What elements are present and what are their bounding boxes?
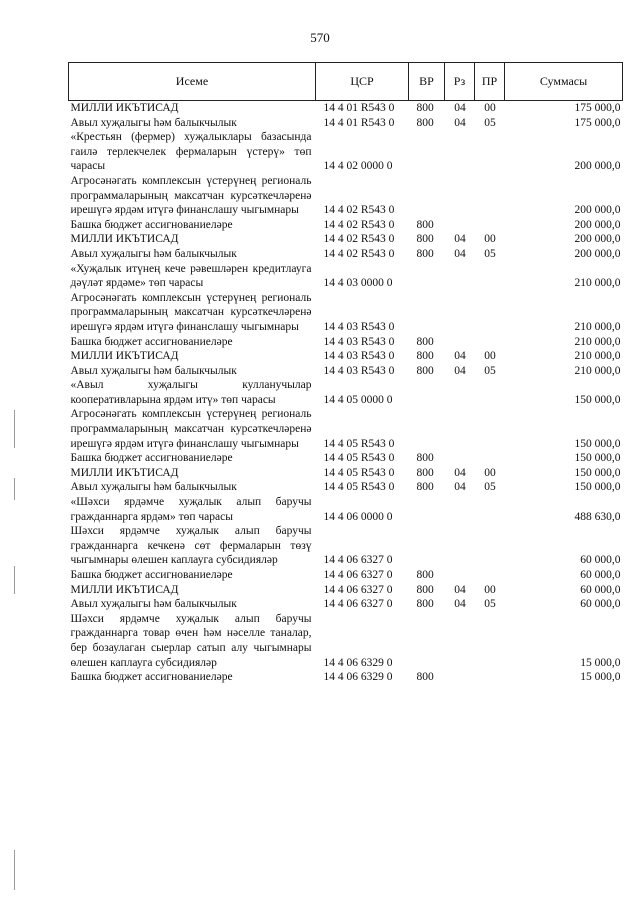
table-header-row <box>69 63 623 101</box>
row-vr: 800 <box>416 569 434 581</box>
row-rz <box>445 670 475 685</box>
table-row <box>69 612 623 670</box>
row-vr <box>409 612 445 670</box>
row-csr: 14 4 05 R543 0 <box>323 481 395 494</box>
row-sum: 210 000,0 <box>574 364 621 377</box>
row-vr: 800 <box>416 116 434 129</box>
budget-table <box>68 62 623 685</box>
row-rz: 04 <box>454 598 466 611</box>
row-pr <box>475 291 505 335</box>
row-rz <box>445 174 475 218</box>
row-sum: 210 000,0 <box>574 277 621 290</box>
row-rz <box>445 524 475 568</box>
row-vr: 800 <box>416 583 434 596</box>
row-csr: 14 4 02 R543 0 <box>323 218 395 231</box>
table-row <box>69 291 623 335</box>
row-csr: 14 4 03 R543 0 <box>323 364 395 377</box>
row-pr <box>475 495 505 524</box>
row-rz <box>445 612 475 670</box>
row-name: «Хуҗалык итүнең кече рәвешләрен кредитлауга дәүләт ярдәме» төп чарасы <box>70 262 312 290</box>
row-csr: 14 4 06 6327 0 <box>323 554 393 567</box>
row-rz: 04 <box>454 364 466 377</box>
row-rz: 04 <box>454 233 466 246</box>
row-rz <box>445 451 475 466</box>
table-row <box>69 232 623 247</box>
row-csr: 14 4 02 R543 0 <box>323 204 395 217</box>
table-row <box>69 568 623 583</box>
row-vr: 800 <box>416 102 434 114</box>
margin-mark <box>14 850 15 890</box>
row-name: Башка бюджет ассигнованиеләре <box>70 218 233 231</box>
row-csr: 14 4 01 R543 0 <box>323 116 395 129</box>
row-rz <box>445 335 475 350</box>
row-csr: 14 4 06 6329 0 <box>323 671 393 684</box>
row-pr <box>475 524 505 568</box>
row-pr: 00 <box>484 466 496 479</box>
table-row <box>69 407 623 451</box>
row-pr <box>475 335 505 350</box>
row-sum: 200 000,0 <box>574 218 621 231</box>
row-vr <box>409 524 445 568</box>
row-rz: 04 <box>454 350 466 363</box>
row-vr: 800 <box>416 218 434 231</box>
row-vr: 800 <box>416 364 434 377</box>
row-name: Авыл хуҗалыгы һәм балыкчылык <box>70 481 237 494</box>
row-pr <box>475 174 505 218</box>
row-csr: 14 4 02 R543 0 <box>323 233 395 246</box>
row-sum: 15 000,0 <box>580 656 621 669</box>
row-name: МИЛЛИ ИКЪТИСАД <box>70 233 179 246</box>
row-csr: 14 4 06 6327 0 <box>323 569 393 581</box>
table-row <box>69 495 623 524</box>
row-csr: 14 4 05 R543 0 <box>323 437 395 450</box>
row-vr <box>409 407 445 451</box>
row-vr: 800 <box>416 466 434 479</box>
row-name: Авыл хуҗалыгы һәм балыкчылык <box>70 598 237 611</box>
row-rz: 04 <box>454 466 466 479</box>
page-number: 570 <box>310 30 330 45</box>
row-csr: 14 4 01 R543 0 <box>323 102 395 114</box>
row-rz: 04 <box>454 583 466 596</box>
row-vr <box>409 262 445 291</box>
row-vr <box>409 495 445 524</box>
table-row <box>69 116 623 131</box>
table-row <box>69 524 623 568</box>
table-row <box>69 247 623 262</box>
row-rz <box>445 407 475 451</box>
row-name: МИЛЛИ ИКЪТИСАД <box>70 350 179 363</box>
header-rz: Рз <box>445 63 475 101</box>
row-pr <box>475 407 505 451</box>
table-row <box>69 364 623 379</box>
row-pr: 05 <box>484 598 496 611</box>
table-row <box>69 174 623 218</box>
row-vr: 800 <box>416 598 434 611</box>
row-csr: 14 4 03 R543 0 <box>323 350 395 363</box>
row-pr: 05 <box>484 481 496 494</box>
table-row <box>69 597 623 612</box>
row-sum: 210 000,0 <box>574 350 621 363</box>
row-rz <box>445 262 475 291</box>
row-rz <box>445 495 475 524</box>
row-csr: 14 4 06 6327 0 <box>323 583 393 596</box>
header-sum: Суммасы <box>505 63 623 101</box>
row-pr <box>475 451 505 466</box>
row-sum: 150 000,0 <box>574 393 621 406</box>
row-name: Башка бюджет ассигнованиеләре <box>70 671 233 684</box>
row-csr: 14 4 03 R543 0 <box>323 320 395 333</box>
row-vr: 800 <box>416 350 434 363</box>
row-csr: 14 4 03 R543 0 <box>323 335 395 348</box>
table-row <box>69 670 623 685</box>
row-csr: 14 4 03 0000 0 <box>323 277 393 290</box>
table-row <box>69 335 623 350</box>
row-pr <box>475 218 505 233</box>
row-sum: 200 000,0 <box>574 233 621 246</box>
header-pr: ПР <box>475 63 505 101</box>
row-rz <box>445 568 475 583</box>
header-csr: ЦСР <box>316 63 409 101</box>
row-pr: 00 <box>484 102 496 114</box>
margin-mark <box>14 410 15 448</box>
table-row <box>69 349 623 364</box>
row-pr <box>475 262 505 291</box>
row-sum: 150 000,0 <box>574 437 621 450</box>
row-sum: 60 000,0 <box>580 554 621 567</box>
row-sum: 210 000,0 <box>574 335 621 348</box>
row-rz <box>445 378 475 407</box>
row-csr: 14 4 05 R543 0 <box>323 452 395 465</box>
row-csr: 14 4 06 0000 0 <box>323 510 393 523</box>
row-sum: 200 000,0 <box>574 204 621 217</box>
row-pr <box>475 378 505 407</box>
table-row <box>69 583 623 598</box>
row-pr: 05 <box>484 116 496 129</box>
header-name: Исеме <box>69 63 316 101</box>
table-row <box>69 101 623 116</box>
row-name: Шәхси ярдәмче хуҗалык алып баручы гражданнарга товар өчен һәм нәселле таналар, бер бозаулаган сыерлар сатып алу чыгымнары өлешен каплауга субсидияләр <box>70 612 312 669</box>
row-rz <box>445 130 475 174</box>
row-csr: 14 4 06 6327 0 <box>323 598 393 611</box>
row-sum: 210 000,0 <box>574 320 621 333</box>
row-sum: 200 000,0 <box>574 160 621 173</box>
row-name: Башка бюджет ассигнованиеләре <box>70 452 233 465</box>
row-vr: 800 <box>416 335 434 348</box>
row-vr: 800 <box>416 233 434 246</box>
row-name: Башка бюджет ассигнованиеләре <box>70 569 233 581</box>
table-row <box>69 451 623 466</box>
row-vr <box>409 130 445 174</box>
row-pr <box>475 612 505 670</box>
row-name: Агросәнәгать комплексын үстерүнең региональ программаларының максатчан курсәткечләренә ирешүгә ярдәм итүгә финанслашу чыгымнары <box>70 174 312 217</box>
row-pr: 00 <box>484 583 496 596</box>
table-row <box>69 378 623 407</box>
row-rz: 04 <box>454 102 466 114</box>
row-pr: 05 <box>484 247 496 260</box>
row-csr: 14 4 05 0000 0 <box>323 393 393 406</box>
row-name: Авыл хуҗалыгы һәм балыкчылык <box>70 247 237 260</box>
row-sum: 60 000,0 <box>580 583 621 596</box>
row-name: МИЛЛИ ИКЪТИСАД <box>70 583 179 596</box>
row-rz <box>445 291 475 335</box>
row-name: Агросәнәгать комплексын үстерүнең региональ программаларының максатчан курсәткечләренә ирешүгә ярдәм итүгә финанслашу чыгымнары <box>70 291 312 333</box>
row-csr: 14 4 02 R543 0 <box>323 247 395 260</box>
table-row <box>69 218 623 233</box>
row-pr: 05 <box>484 364 496 377</box>
row-sum: 200 000,0 <box>574 247 621 260</box>
row-sum: 60 000,0 <box>580 598 621 611</box>
row-name: Башка бюджет ассигнованиеләре <box>70 335 233 348</box>
row-name: Авыл хуҗалыгы һәм балыкчылык <box>70 364 237 377</box>
table-row <box>69 262 623 291</box>
row-vr: 800 <box>416 247 434 260</box>
row-vr: 800 <box>416 481 434 494</box>
row-name: «Шәхси ярдәмче хуҗалык алып баручы гражданнарга ярдәм» төп чарасы <box>70 496 312 523</box>
row-sum: 175 000,0 <box>574 102 621 114</box>
row-vr <box>409 174 445 218</box>
row-vr: 800 <box>416 671 434 684</box>
row-pr: 00 <box>484 233 496 246</box>
table-row <box>69 466 623 481</box>
row-pr <box>475 670 505 685</box>
row-rz: 04 <box>454 481 466 494</box>
row-vr: 800 <box>416 452 434 465</box>
row-sum: 150 000,0 <box>574 466 621 479</box>
row-pr <box>475 130 505 174</box>
row-vr <box>409 378 445 407</box>
row-name: МИЛЛИ ИКЪТИСАД <box>70 102 179 114</box>
row-rz: 04 <box>454 247 466 260</box>
row-csr: 14 4 02 0000 0 <box>323 160 393 173</box>
header-vr: ВР <box>409 63 445 101</box>
row-sum: 150 000,0 <box>574 452 621 465</box>
row-csr: 14 4 06 6329 0 <box>323 656 393 669</box>
row-sum: 175 000,0 <box>574 116 621 129</box>
row-csr: 14 4 05 R543 0 <box>323 466 395 479</box>
row-name: «Авыл хуҗалыгы кулланучылар кооперативларына ярдәм итү» төп чарасы <box>70 379 312 406</box>
row-rz: 04 <box>454 116 466 129</box>
margin-mark <box>14 566 15 594</box>
row-sum: 488 630,0 <box>574 510 621 523</box>
row-name: Агросәнәгать комплексын үстерүнең региональ программаларының максатчан курсәткечләренә ирешүгә ярдәм итүгә финанслашу чыгымнары <box>70 408 312 450</box>
row-name: МИЛЛИ ИКЪТИСАД <box>70 466 179 479</box>
row-name: Шәхси ярдәмче хуҗалык алып баручы гражданнарга кечкенә сөт фермаларын төзү чыгымнары өлешен каплауга субсидияләр <box>70 525 312 567</box>
table-row <box>69 480 623 495</box>
row-name: Авыл хуҗалыгы һәм балыкчылык <box>70 116 237 129</box>
table-row <box>69 130 623 174</box>
row-pr <box>475 568 505 583</box>
row-name: «Крестьян (фермер) хуҗалыклары базасында гаилә терлекчелек фермаларын үстерү» төп чарасы <box>70 131 312 173</box>
row-sum: 60 000,0 <box>580 569 621 581</box>
margin-mark <box>14 478 15 500</box>
row-sum: 150 000,0 <box>574 481 621 494</box>
row-rz <box>445 218 475 233</box>
row-vr <box>409 291 445 335</box>
row-sum: 15 000,0 <box>580 671 621 684</box>
row-pr: 00 <box>484 350 496 363</box>
